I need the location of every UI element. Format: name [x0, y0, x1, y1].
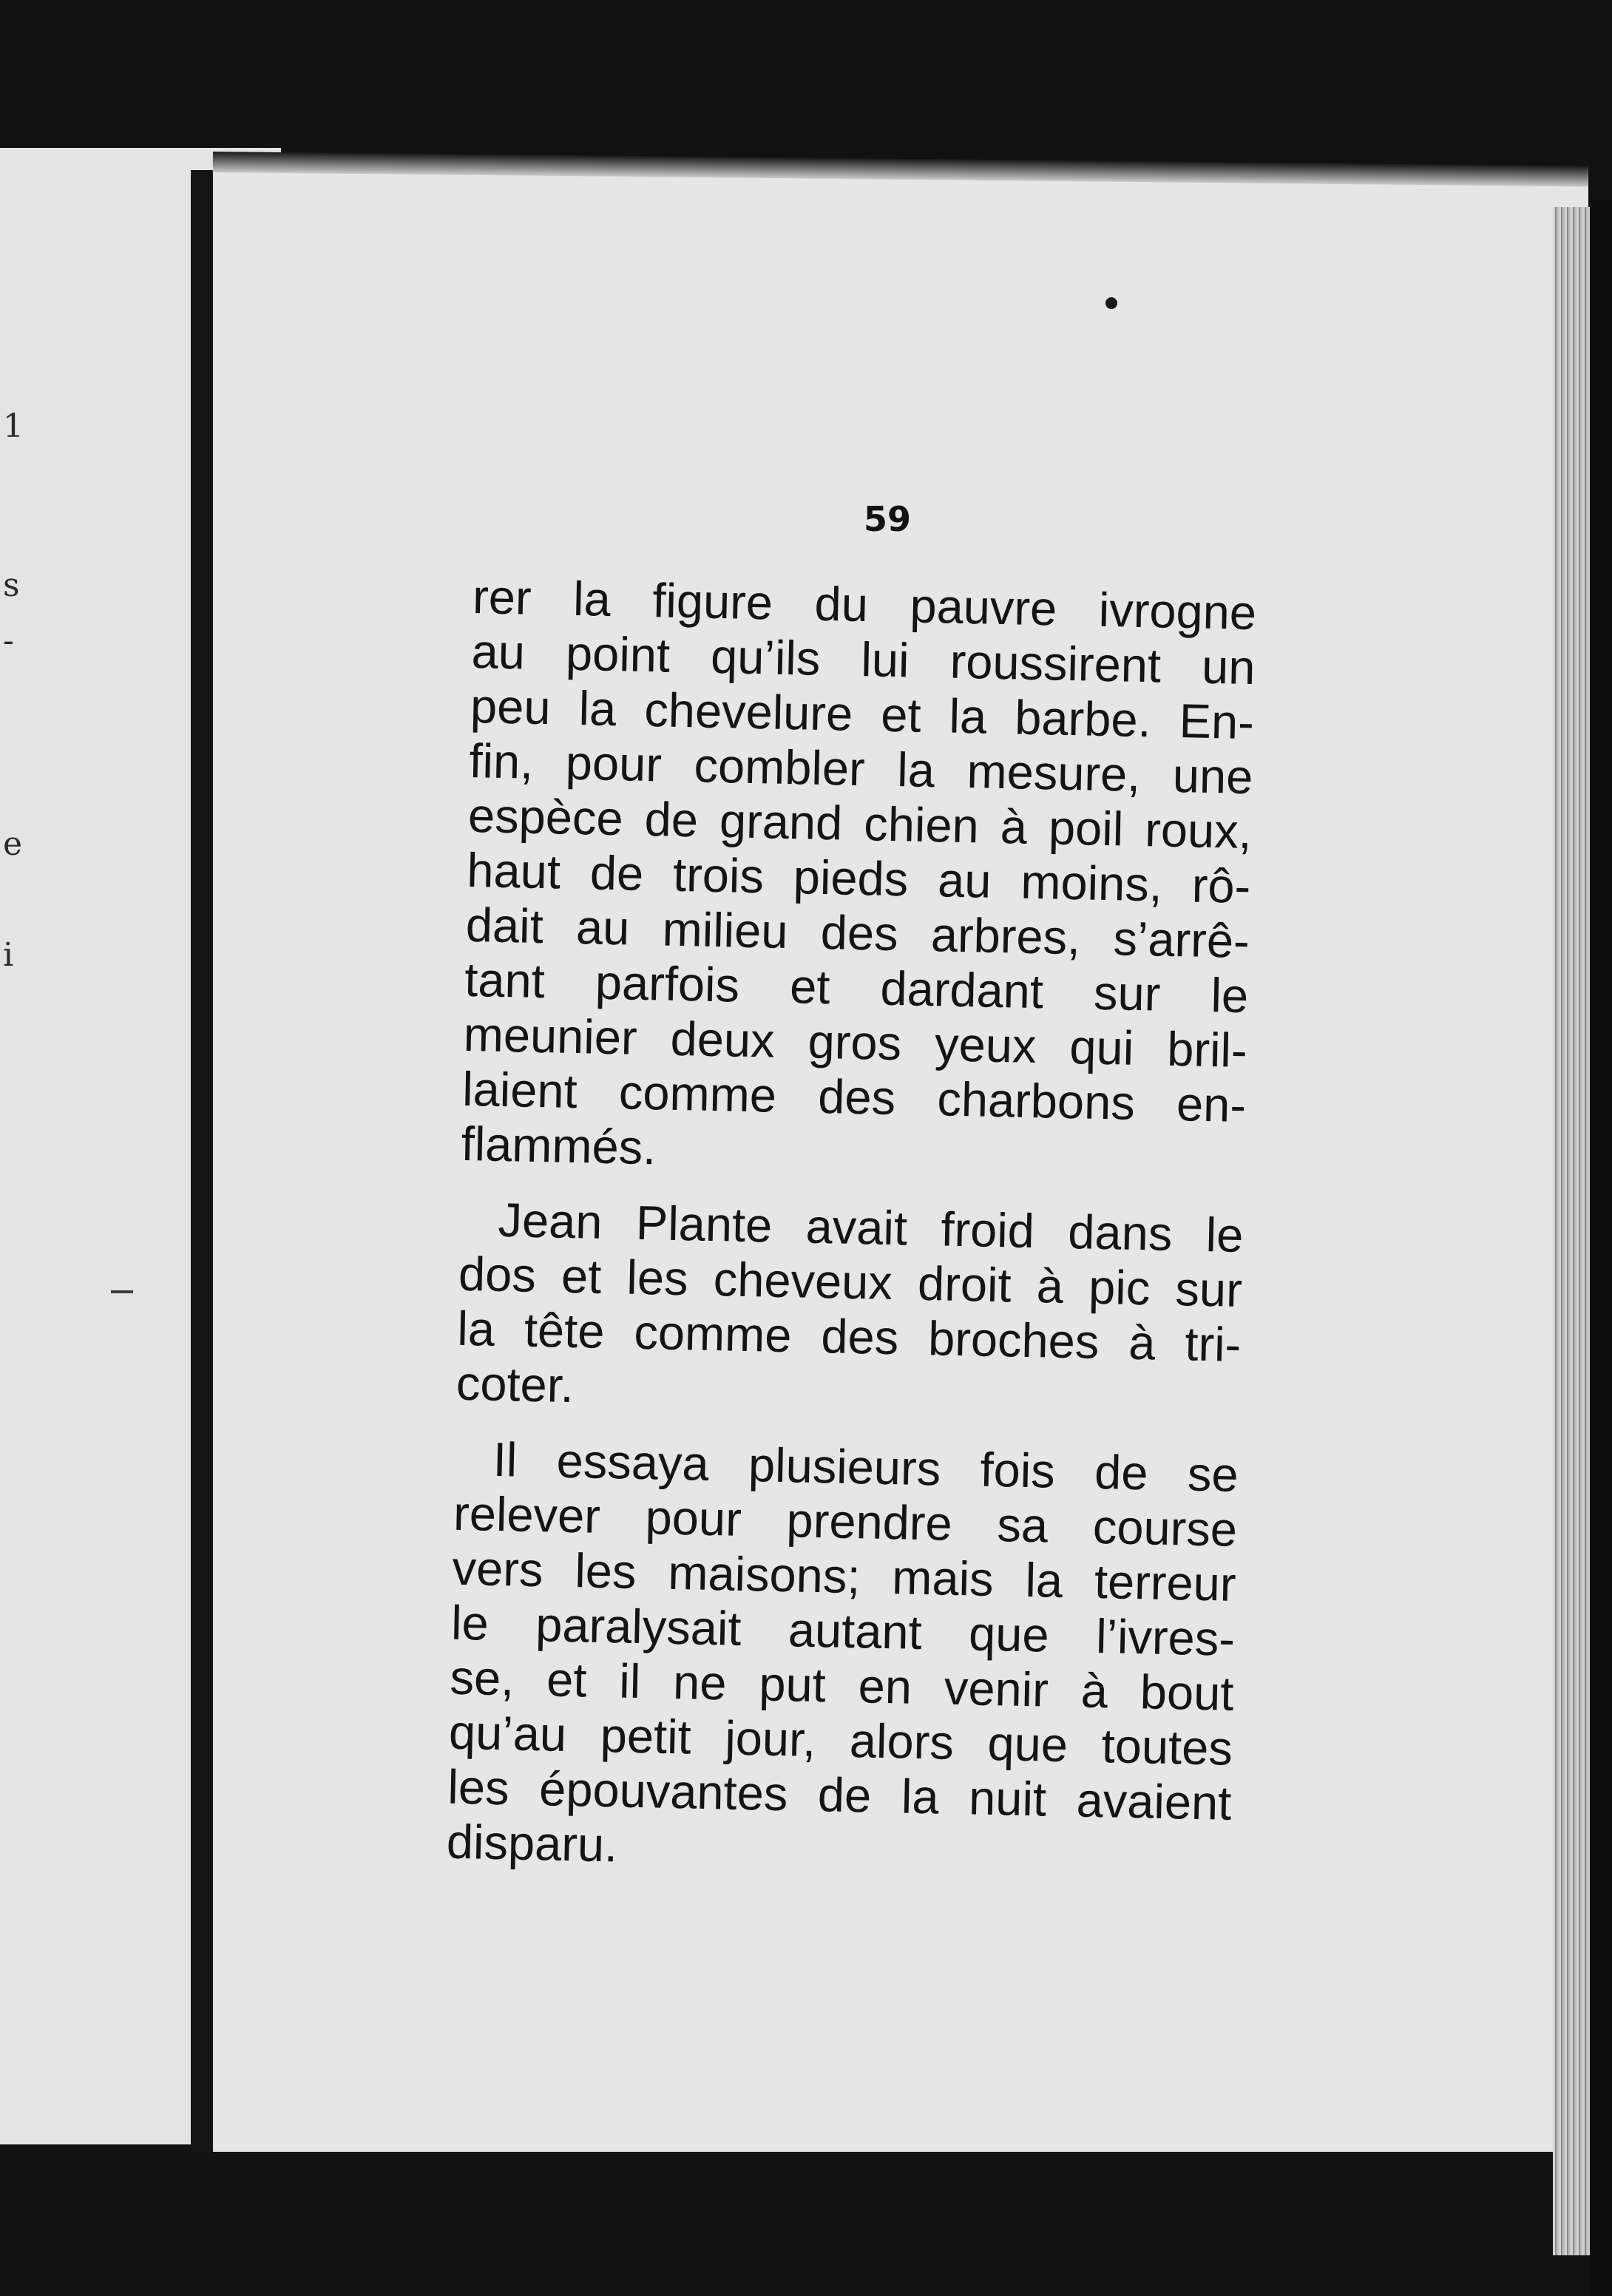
scan-background-edge — [1590, 200, 1612, 2296]
paragraph — [461, 569, 1257, 1188]
page-edges — [1553, 207, 1594, 2255]
left-edge-glyph: - — [3, 622, 14, 660]
text-line: dait au milieu des arbres, s’arrê- — [465, 897, 1250, 969]
text-line: rer la figure du pauvre ivrogne — [472, 569, 1257, 640]
text-line: relever pour prendre sa course — [453, 1486, 1238, 1557]
text-line: tant parfois et dardant sur le — [464, 952, 1249, 1023]
left-edge-glyph: s — [3, 566, 20, 604]
left-edge-glyph: 1 — [3, 407, 24, 445]
text-line: vers les maisons; mais la terreur — [451, 1540, 1237, 1611]
paragraph — [456, 1192, 1244, 1427]
text-line: disparu. — [446, 1814, 618, 1872]
text-line: espèce de grand chien à poil roux, — [467, 788, 1253, 859]
text-line: peu la chevelure et la barbe. En- — [470, 678, 1255, 750]
text-line: dos et les cheveux droit à pic sur — [458, 1246, 1243, 1317]
text-line: la tête comme des broches à tri- — [456, 1301, 1242, 1372]
text-line: le paralysait autant que l’ivres- — [450, 1595, 1236, 1666]
text-line: fin, pour combler la mesure, une — [468, 733, 1254, 805]
text-line: haut de trois pieds au moins, rô- — [466, 842, 1252, 914]
left-edge-glyph: e — [3, 825, 23, 863]
paragraph — [446, 1432, 1239, 1886]
text-line: meunier deux gros yeux qui bril- — [463, 1006, 1248, 1078]
text-line: se, et il ne put en venir à bout — [449, 1650, 1235, 1721]
text-line: qu’au petit jour, alors que toutes — [448, 1704, 1233, 1775]
body-text — [446, 569, 1257, 1886]
text-line: coter. — [456, 1355, 575, 1413]
text-line: Il essaya plusieurs fois de se — [492, 1432, 1239, 1502]
left-edge-glyph: i — [3, 936, 14, 974]
ink-speck — [1105, 297, 1117, 309]
text-line: laient comme des charbons en- — [461, 1061, 1247, 1133]
text-line: flammés. — [460, 1116, 657, 1175]
text-line: les épouvantes de la nuit avaient — [447, 1759, 1233, 1830]
text-line: Jean Plante avait froid dans le — [497, 1192, 1244, 1262]
gutter-shadow — [191, 170, 213, 2152]
stray-mark — [111, 1290, 133, 1293]
page-number: 59 — [863, 499, 911, 539]
text-line: au point qu’ils lui roussirent un — [470, 623, 1256, 695]
